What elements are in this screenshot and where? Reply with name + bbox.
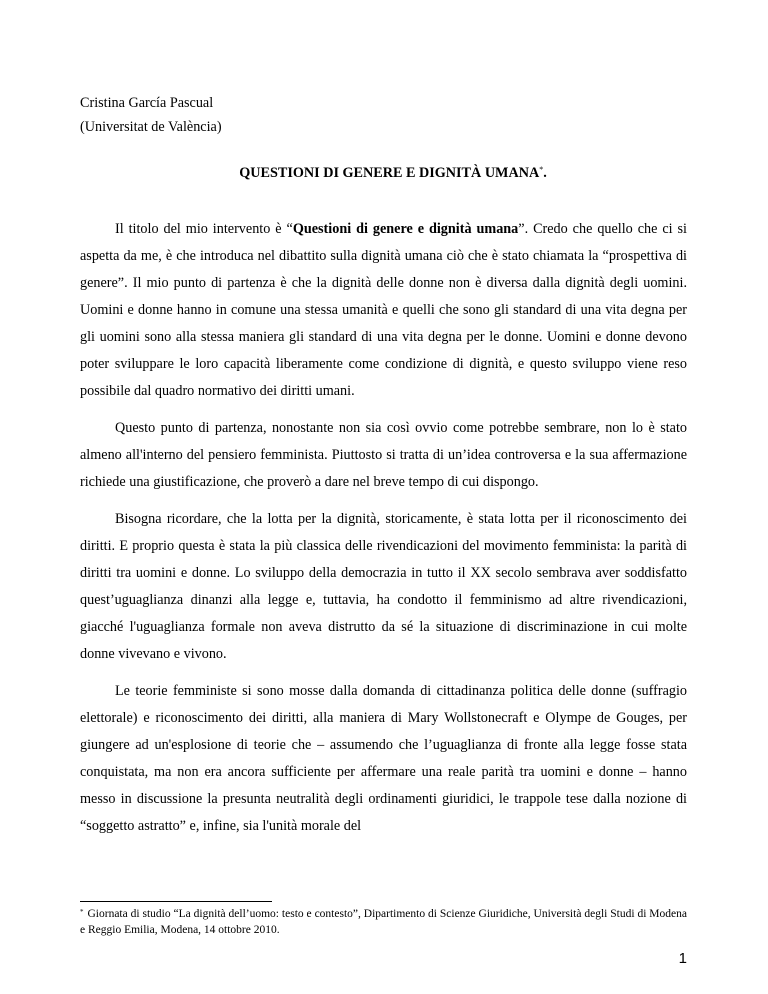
footnote: [80, 907, 687, 938]
paragraph-1-after: ”. Credo che quello che ci si aspetta da me, è che introduca nel dibattito sulla dignità umana ciò che è stato chiamata la “prospettiva di genere”. Il mio punto di partenza è che la dignità delle donne non è diversa dalla dignità degli uomini. Uomini e donne hanno in comune una stessa umanità e quelli che sono gli standard di una vita degna per gli uomini sono alla stessa maniera gli standard di una vita degna per le donne. Uomini e donne devono poter sviluppare le loro capacità liberamente come condizione di dignità, e questo sviluppo viene reso possibile dal quadro normativo dei diritti umani.: [80, 221, 688, 399]
document-title: [9, 161, 768, 185]
author-name: Cristina García Pascual: [80, 95, 214, 111]
paragraph-3: Bisogna ricordare, che la lotta per la dignità, storicamente, è stata lotta per il riconoscimento dei diritti. E proprio questa è stata la più classica delle rivendicazioni del movimento femminista: la parità di diritti tra uomini e donne. Lo sviluppo della democrazia in tutto il XX secolo sembrava aver soddisfatto quest’uguaglianza dinanzi alla legge e, tuttavia, ha condotto il femminismo ad altre rivendicazioni, giacché l'uguaglianza formale non aveva distrutto da sé la situazione di discriminazione in cui molte donne vivevano e vivono.: [80, 511, 687, 662]
paragraph-4: Le teorie femministe si sono mosse dalla domanda di cittadinanza politica delle donne (suffragio elettorale) e riconoscimento dei diritti, alla maniera di Mary Wollstonecraft e Olympe de Gouges, per giungere ad un'esplosione di teorie che – assumendo che l’uguaglianza di fronte alla legge fosse stata conquistata, ma non era ancora sufficiente per affermare una reale parità tra uomini e donne – hanno messo in discussione la presunta neutralità degli ordinamenti giuridici, le trappole tese dalla nozione di “soggetto astratto” e, infine, sia l'unità morale del: [80, 683, 687, 834]
footnote-divider: [80, 901, 272, 902]
paragraph-1: [80, 216, 687, 405]
author-block: [80, 91, 222, 139]
paragraph-2: Questo punto di partenza, nonostante non sia così ovvio come potrebbe sembrare, non lo è stato almeno all'interno del pensiero femminista. Piuttosto si tratta di un’idea controversa e la sua affermazione richiede una giustificazione, che proverò a dare nel breve tempo di cui dispongo.: [80, 420, 687, 490]
author-affiliation: (Universitat de València): [80, 119, 222, 135]
title-footnote-marker[interactable]: *: [539, 165, 544, 174]
title-text: QUESTIONI DI GENERE E DIGNITÀ UMANA: [239, 165, 540, 181]
footnote-text: Giornata di studio “La dignità dell’uomo: testo e contesto”, Dipartimento di Scienze Giuridiche, Università degli Studi di Modena e Reggio Emilia, Modena, 14 ottobre 2010.: [80, 908, 687, 936]
paragraph-1-bold: Questioni di genere e dignità umana: [292, 221, 519, 237]
page-number: 1: [678, 950, 687, 967]
title-trailing: .: [543, 165, 547, 181]
paragraph-1-before: Il titolo del mio intervento è “: [115, 221, 293, 237]
body-text: [80, 216, 687, 850]
footnote-marker: *: [80, 908, 84, 916]
